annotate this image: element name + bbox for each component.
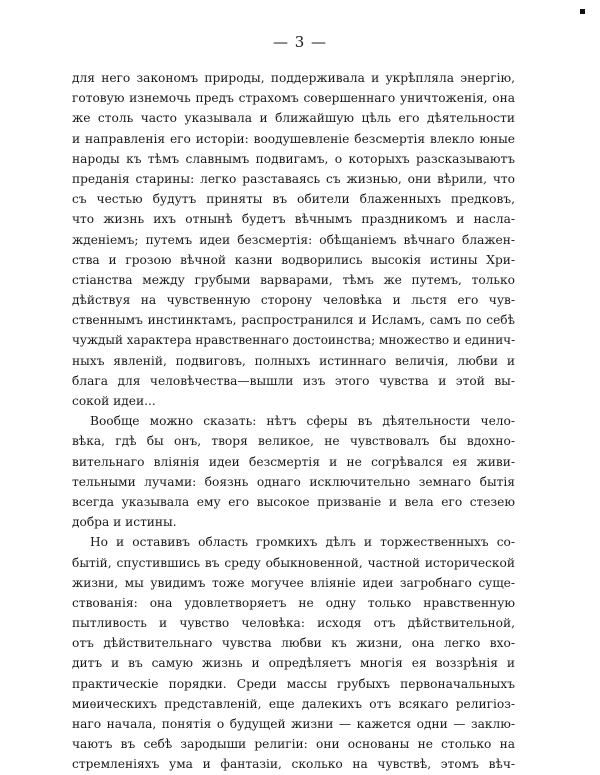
text-line: отъ дѣйствительнаго чувства любви къ жизни, она легко вхо- bbox=[72, 636, 515, 651]
text-line: стіанства между грубыми варварами, тѣмъ же путемъ, только bbox=[72, 272, 515, 287]
text-line: же столь часто указывала и ближайшую цѣль его дѣятельности bbox=[72, 111, 515, 126]
text-line: добра и истины. bbox=[72, 515, 177, 530]
page-number: — 3 — bbox=[272, 33, 328, 51]
text-line: преданія старины: легко разставаясь съ жизнью, они вѣрили, что bbox=[72, 171, 515, 186]
text-line: жизни, мы увидимъ тоже могучее вліяніе идеи загробнаго суще- bbox=[72, 575, 515, 590]
corner-mark bbox=[580, 9, 585, 14]
text-line: сокой идеи... bbox=[72, 394, 156, 408]
paragraph-2 bbox=[72, 411, 515, 532]
text-line: готовую изнемочь предъ страхомъ совершеннаго уничтоженія, она bbox=[72, 91, 515, 106]
text-line: для него закономъ природы, поддерживала и укрѣпляла энергію, bbox=[72, 71, 515, 85]
text-line: съ честью будутъ приняты въ обители блаженныхъ предковъ, bbox=[72, 192, 515, 207]
text-line: вительнаго вліянія идеи безсмертія и не согрѣвался ея живи- bbox=[72, 454, 515, 469]
text-line: блага для человѣчества—вышли изъ этого чувства и этой вы- bbox=[72, 373, 515, 388]
text-line: Но и оставивъ область громкихъ дѣлъ и торжественныхъ со- bbox=[90, 535, 515, 550]
text-line: ства и грозою вѣчной казни водворились высокія истины Хри- bbox=[72, 252, 515, 267]
text-line: ствованія: она удовлетворяетъ не одну только нравственную bbox=[72, 595, 515, 610]
text-line: стремленіяхъ ума и фантазіи, сколько на чувствѣ, этомъ вѣч- bbox=[72, 757, 515, 772]
text-line: дѣйствуя на чувственную сторону человѣка и льстя его чув- bbox=[72, 293, 515, 308]
text-line: народы къ тѣмъ славнымъ подвигамъ, о которыхъ разсказываютъ bbox=[72, 151, 515, 166]
text-line: ныхъ явленій, подвиговъ, полныхъ истиннаго величія, любви и bbox=[72, 353, 515, 368]
text-line: что жизнь ихъ отнынѣ будетъ вѣчнымъ праздникомъ и насла- bbox=[72, 212, 515, 227]
text-line: чаютъ въ себѣ зародыши религіи: они основаны не столько на bbox=[72, 737, 515, 752]
text-line: чуждый характера нравственнаго достоинства; множество и единич- bbox=[72, 333, 516, 348]
text-line: жденіемъ; путемъ идеи безсмертія: обѣщаніемъ вѣчнаго блажен- bbox=[72, 232, 515, 247]
paragraph-1 bbox=[72, 68, 515, 411]
paragraph-3 bbox=[72, 532, 515, 774]
text-line: миѳическихъ представленій, еще далекихъ отъ всякаго религіоз- bbox=[72, 696, 515, 711]
text-line: наго начала, понятія о будущей жизни — кажется одни — заклю- bbox=[72, 717, 515, 731]
text-line: дитъ и въ самую жизнь и опредѣляетъ многія ея воззрѣнія и bbox=[72, 656, 515, 671]
text-line: бытій, спустившись въ среду обыкновенной, частной исторической bbox=[72, 555, 515, 570]
text-line: пытливость и чувство человѣка: исходя отъ дѣйствительной, bbox=[72, 616, 515, 631]
text-line: всегда указывала ему его высокое призваніе и вела его стезею bbox=[72, 494, 515, 509]
text-line: вѣка, гдѣ бы онъ, творя великое, не чувствовалъ бы вдохно- bbox=[72, 434, 515, 449]
text-line: и направленія его исторіи: воодушевленіе безсмертія влекло юные bbox=[72, 131, 515, 146]
text-line: практическіе порядки. Среди массы грубыхъ первоначальныхъ bbox=[72, 676, 515, 691]
body-text bbox=[72, 68, 515, 775]
text-line: ственнымъ инстинктамъ, распространился и Исламъ, самъ по себѣ bbox=[72, 313, 515, 328]
text-line: тельными лучами: боязнь однаго исключительно земнаго бытія bbox=[72, 474, 515, 489]
text-line: Вообще можно сказать: нѣтъ сферы въ дѣятельности чело- bbox=[90, 414, 515, 429]
